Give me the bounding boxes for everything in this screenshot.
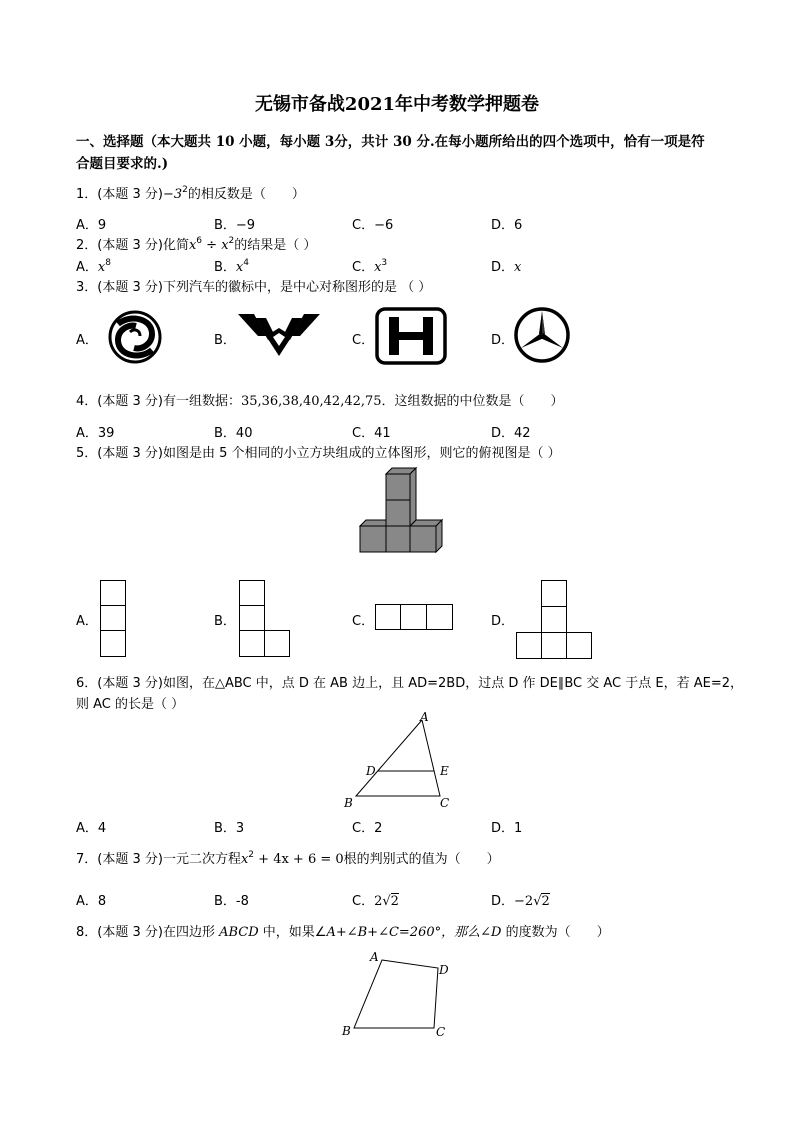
- question-2: [76, 234, 316, 253]
- question-7: [76, 848, 500, 867]
- q3-option-c[interactable]: C．: [352, 333, 375, 348]
- q2-option-a-base: x: [97, 260, 106, 275]
- q7-option-d-coef: −2: [514, 894, 534, 909]
- q4-option-c[interactable]: C．41: [352, 426, 391, 441]
- question-6-line1: 6．(本题 3 分)如图，在△ABC 中，点 D 在 AB 边上，且 AD=2BD，过点 D 作 DE∥BC 交 AC 于点 E，若 AE=2，: [76, 676, 744, 691]
- q1-option-c[interactable]: C．−6: [352, 218, 394, 233]
- cube-solid-figure: [358, 468, 444, 554]
- question-4: [76, 390, 564, 409]
- q7-eq-x: x: [240, 852, 249, 867]
- q2-x1: x: [188, 238, 197, 253]
- sqrt-icon: √: [382, 894, 391, 909]
- q7-option-b[interactable]: B．-8: [214, 894, 249, 909]
- q4-data: 35,36,38,40,42,42,75: [240, 394, 382, 409]
- q6-option-b[interactable]: B．3: [214, 821, 245, 836]
- label-a: A: [370, 950, 379, 964]
- q2-x2: x: [221, 238, 229, 253]
- q1-suffix: 的相反数是（ ）: [187, 187, 305, 202]
- q3-option-d[interactable]: D．: [491, 333, 515, 348]
- q7-eq-exp: 2: [248, 850, 255, 860]
- q8-name: ABCD: [219, 925, 259, 940]
- q2-option-c-exp: 3: [381, 258, 388, 268]
- q1-option-b[interactable]: B．−9: [214, 218, 256, 233]
- label-d: D: [366, 764, 376, 778]
- q2-option-c[interactable]: [352, 256, 387, 275]
- logo-c-h-icon: [375, 307, 447, 365]
- q1-option-a[interactable]: A．9: [76, 218, 107, 233]
- triangle-abc-figure: [340, 710, 460, 810]
- q5-option-a[interactable]: A．: [76, 614, 98, 629]
- q5-option-b[interactable]: B．: [214, 614, 236, 629]
- label-c: C: [436, 1025, 446, 1039]
- q7-option-d[interactable]: [491, 890, 550, 909]
- q6-option-d[interactable]: D．1: [491, 821, 523, 836]
- q2-divide: ÷: [202, 238, 222, 253]
- q5-view-a-figure: [100, 580, 126, 658]
- q5-option-d[interactable]: D．: [491, 614, 515, 629]
- q1-expr: −3: [162, 187, 183, 202]
- page-title: 无锡市备战2021年中考数学押题卷: [254, 94, 540, 115]
- q2-option-b-letter: B．: [214, 260, 236, 275]
- q7-option-d-letter: D．: [491, 894, 515, 909]
- logo-d-star-icon: [514, 307, 570, 363]
- q6-option-c[interactable]: C．2: [352, 821, 383, 836]
- q7-option-a[interactable]: A．8: [76, 894, 107, 909]
- q8-suffix: 的度数为（ ）: [501, 925, 610, 940]
- q7-eq-rest: + 4x + 6 = 0: [254, 852, 344, 867]
- q5-option-c[interactable]: C．: [352, 614, 375, 629]
- label-b: B: [344, 796, 353, 810]
- q1-prefix: 1．(本题 3 分): [76, 187, 163, 202]
- q7-option-c-radicand: 2: [390, 894, 399, 909]
- q1-option-d[interactable]: D．6: [491, 218, 523, 233]
- q2-option-b-base: x: [235, 260, 244, 275]
- q2-option-a[interactable]: [76, 256, 111, 275]
- q3-option-b[interactable]: B．: [214, 333, 236, 348]
- q4-suffix: ．这组数据的中位数是（ ）: [381, 394, 564, 409]
- q2-option-d-letter: D．: [491, 260, 515, 275]
- q7-option-c[interactable]: [352, 890, 399, 909]
- q4-prefix: 4．(本题 3 分)有一组数据：: [76, 394, 241, 409]
- q2-option-b-exp: 4: [243, 258, 249, 268]
- q1-exponent: 2: [182, 185, 188, 195]
- q2-option-c-base: x: [374, 260, 382, 275]
- q3-option-a[interactable]: A．: [76, 333, 98, 348]
- label-d: D: [439, 963, 449, 977]
- q2-option-a-letter: A．: [76, 260, 98, 275]
- q2-option-b[interactable]: [214, 256, 249, 275]
- q5-view-c-figure: [375, 604, 453, 630]
- section-header-line2: 合题目要求的.): [76, 156, 169, 172]
- label-a: A: [420, 710, 429, 724]
- q7-option-d-radicand: 2: [541, 894, 550, 909]
- label-e: E: [440, 764, 449, 778]
- logo-a-ring-icon: [108, 310, 162, 364]
- q5-view-d-figure: [516, 580, 592, 660]
- sqrt-icon: √: [533, 894, 542, 909]
- q7-option-c-coef: 2: [374, 894, 383, 909]
- q2-option-d[interactable]: [491, 256, 521, 275]
- section-header-line1: 一、选择题（本大题共 10 小题，每小题 3分，共计 30 分.在每小题所给出的四个选项中，恰有一项是符: [76, 134, 705, 150]
- q8-prefix: 8．(本题 3 分)在四边形: [76, 925, 220, 940]
- q4-option-a[interactable]: A．39: [76, 426, 115, 441]
- question-6-line2: 则 AC 的长是（ ）: [76, 697, 185, 712]
- q7-prefix: 7．(本题 3 分)一元二次方程: [76, 852, 241, 867]
- question-3: 3．(本题 3 分)下列汽车的徽标中，是中心对称图形的是 （ ）: [76, 280, 432, 295]
- q2-exp2: 2: [228, 236, 235, 246]
- q2-prefix: 2．(本题 3 分)化简: [76, 238, 189, 253]
- q5-view-b-figure: [239, 580, 290, 658]
- q6-option-a[interactable]: A．4: [76, 821, 107, 836]
- q8-mid: 中，如果∠: [258, 925, 327, 940]
- question-8: [76, 921, 610, 940]
- q2-exp1: 6: [196, 236, 203, 246]
- q4-option-b[interactable]: B．40: [214, 426, 253, 441]
- quadrilateral-abcd-figure: [338, 948, 458, 1043]
- question-5: 5．(本题 3 分)如图是由 5 个相同的小立方块组成的立体图形，则它的俯视图是（ ）: [76, 446, 561, 461]
- question-1: [76, 183, 305, 202]
- label-b: B: [342, 1024, 351, 1038]
- q7-suffix: 根的判别式的值为（ ）: [343, 852, 500, 867]
- q2-option-a-exp: 8: [105, 258, 111, 268]
- q2-suffix: 的结果是（ ）: [234, 238, 317, 253]
- q2-option-d-base: x: [514, 260, 522, 275]
- q2-option-c-letter: C．: [352, 260, 375, 275]
- label-c: C: [440, 796, 450, 810]
- logo-b-wing-icon: [236, 312, 322, 358]
- q4-option-d[interactable]: D．42: [491, 426, 531, 441]
- q7-option-c-letter: C．: [352, 894, 375, 909]
- q8-expr: A+∠B+∠C=260°，那么∠D: [326, 925, 502, 940]
